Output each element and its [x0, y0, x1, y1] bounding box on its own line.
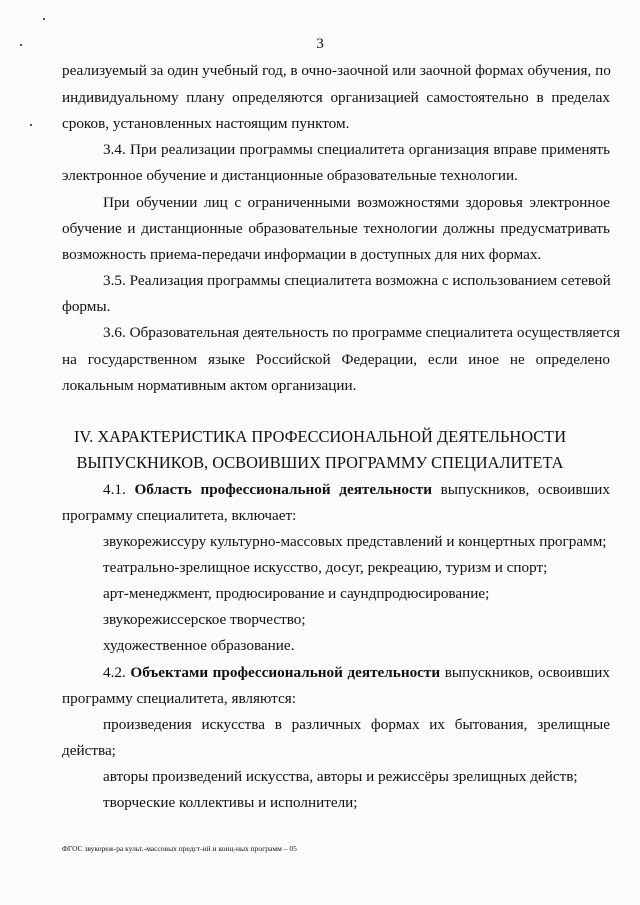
term-continuation: выпускников, освоивших: [444, 664, 611, 681]
paragraph-line: на государственном языке Российской Федерации, если иное не определено: [62, 351, 610, 368]
paragraph-line: программу специалитета, являются:: [62, 690, 296, 707]
page-footer: ФГОС звукореж-ра культ.-массовых предст-ий и конц-ных программ – 05: [62, 844, 297, 853]
list-item: звукорежиссерское творчество;: [103, 611, 306, 628]
paragraph-line: сроков, установленных настоящим пунктом.: [62, 115, 350, 132]
list-item: произведения искусства в различных формах их бытования, зрелищные: [103, 716, 610, 733]
term-continuation: выпускников, освоивших: [440, 481, 611, 498]
bold-term: Объектами профессиональной деятельности: [130, 664, 441, 681]
paragraph-line: локальным нормативным актом организации.: [62, 377, 357, 394]
item-number: 4.2.: [103, 664, 126, 681]
paragraph-line: индивидуальному плану определяются организацией самостоятельно в пределах: [62, 89, 610, 106]
paragraph-line: При обучении лиц с ограниченными возможностями здоровья электронное: [103, 194, 610, 211]
paragraph-line: электронное обучение и дистанционные образовательные технологии.: [62, 167, 518, 184]
paragraph-line: возможность приема-передачи информации в доступных для них формах.: [62, 246, 542, 263]
paragraph-line: 3.5. Реализация программы специалитета возможна с использованием сетевой: [103, 272, 611, 289]
item-number: 4.1.: [103, 481, 126, 498]
list-item: действа;: [62, 742, 116, 759]
paragraph-line: [103, 663, 610, 683]
paragraph-line: формы.: [62, 298, 111, 315]
scan-mark: [43, 18, 45, 20]
list-item: театрально-зрелищное искусство, досуг, рекреацию, туризм и спорт;: [103, 559, 548, 576]
bold-term: Область профессиональной деятельности: [134, 481, 432, 498]
list-item: творческие коллективы и исполнители;: [103, 794, 358, 811]
section-heading: IV. ХАРАКТЕРИСТИКА ПРОФЕССИОНАЛЬНОЙ ДЕЯТЕЛЬНОСТИ: [73, 427, 567, 446]
paragraph-line: программу специалитета, включает:: [62, 507, 297, 524]
paragraph-line: 3.6. Образовательная деятельность по программе специалитета осуществляется: [103, 324, 620, 341]
paragraph-line: реализуемый за один учебный год, в очно-заочной или заочной формах обучения, по: [62, 62, 611, 79]
paragraph-line: [103, 480, 610, 500]
paragraph-line: 3.4. При реализации программы специалитета организация вправе применять: [103, 141, 610, 158]
list-item: арт-менеджмент, продюсирование и саундпродюсирование;: [103, 585, 490, 602]
page-number: 3: [316, 35, 324, 52]
paragraph-line: обучение и дистанционные образовательные технологии должны предусматривать: [62, 220, 610, 237]
list-item: художественное образование.: [103, 637, 295, 654]
list-item: звукорежиссуру культурно-массовых представлений и концертных программ;: [103, 533, 607, 550]
section-heading: ВЫПУСКНИКОВ, ОСВОИВШИХ ПРОГРАММУ СПЕЦИАЛИТЕТА: [76, 453, 564, 472]
list-item: авторы произведений искусства, авторы и режиссёры зрелищных действ;: [103, 768, 578, 785]
scan-mark: [30, 124, 32, 126]
